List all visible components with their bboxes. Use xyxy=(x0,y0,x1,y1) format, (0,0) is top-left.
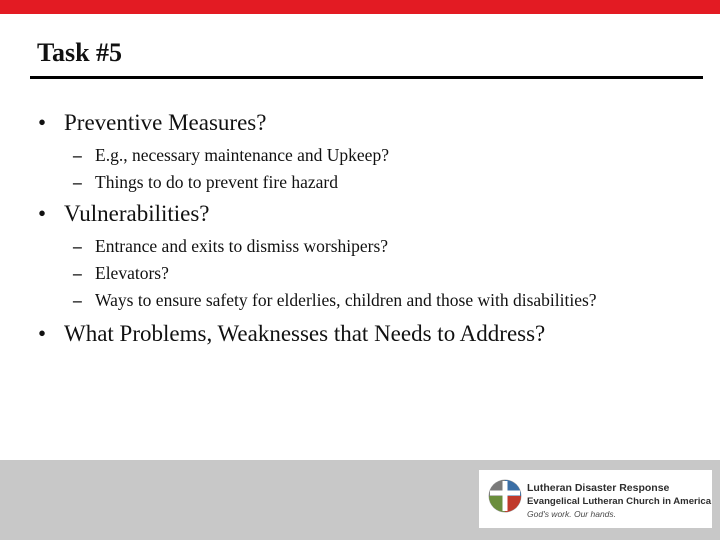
dash-symbol: – xyxy=(73,145,82,165)
slide-title: Task #5 xyxy=(37,38,123,67)
dash-symbol: – xyxy=(73,172,82,192)
bullet-item xyxy=(38,110,266,136)
logo-org-name: Lutheran Disaster Response xyxy=(527,482,670,494)
bullet-text: What Problems, Weaknesses that Needs to Address? xyxy=(64,321,546,346)
sub-bullet-text: Elevators? xyxy=(95,263,169,283)
logo-church-name: Evangelical Lutheran Church in America xyxy=(527,496,712,507)
sub-bullet-text: Things to do to prevent fire hazard xyxy=(95,172,338,192)
dash-symbol: – xyxy=(73,290,82,310)
logo-text xyxy=(527,481,711,520)
sub-bullet-text: Entrance and exits to dismiss worshipers? xyxy=(95,236,389,256)
bullet-text: Vulnerabilities? xyxy=(64,201,210,226)
bullet-item xyxy=(38,201,210,227)
sub-bullet-item xyxy=(73,236,388,257)
sub-bullet-text: Ways to ensure safety for elderlies, children and those with disabilities? xyxy=(95,290,597,310)
bullet-symbol: • xyxy=(38,110,47,135)
dash-symbol: – xyxy=(73,236,82,256)
bullet-symbol: • xyxy=(38,201,47,226)
cross-emblem-icon xyxy=(488,479,522,513)
sub-bullet-item xyxy=(73,290,597,311)
dash-symbol: – xyxy=(73,263,82,283)
sub-bullet-item xyxy=(73,263,169,284)
sub-bullet-item xyxy=(73,145,389,166)
bullet-symbol: • xyxy=(38,321,47,346)
bullet-item xyxy=(38,321,545,347)
sub-bullet-text: E.g., necessary maintenance and Upkeep? xyxy=(95,145,389,165)
sub-bullet-item xyxy=(73,172,338,193)
logo-tagline: God's work. Our hands. xyxy=(527,509,617,519)
bullet-text: Preventive Measures? xyxy=(64,110,267,135)
